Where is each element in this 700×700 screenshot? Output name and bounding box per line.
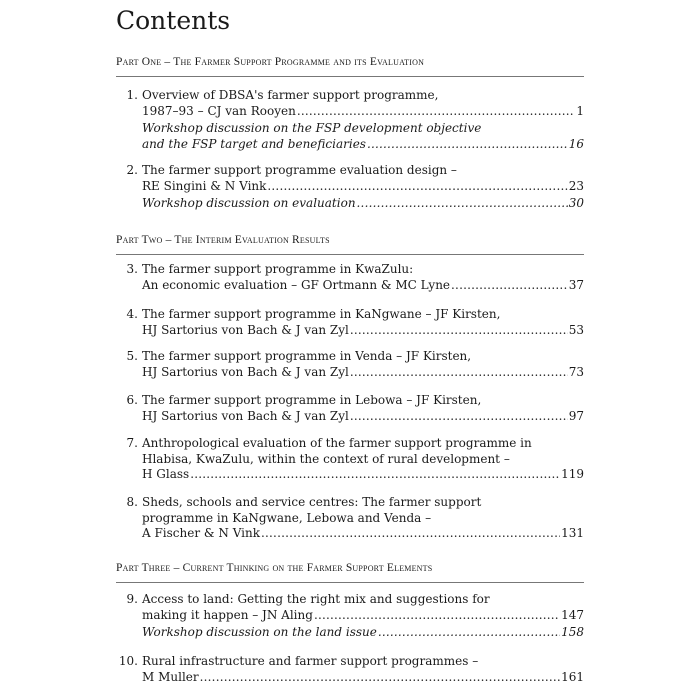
workshop-title-last: Workshop discussion on evaluation [142, 196, 356, 210]
entry-title-line: The farmer support programme in KaNgwane – JF Kirsten, [142, 307, 501, 321]
entry-author-line: An economic evaluation – GF Ortmann & MC Lyne [142, 277, 451, 292]
workshop-entry-land[interactable] [116, 625, 584, 641]
toc-entry-9[interactable] [116, 592, 584, 623]
entry-page-number: 161 [561, 669, 584, 684]
toc-entry-7[interactable] [116, 436, 584, 483]
toc-entry-2[interactable] [116, 163, 584, 194]
part-three-heading: Part Three – Current Thinking on the Farmer Support Elements [116, 562, 433, 574]
toc-entry-3[interactable] [116, 262, 584, 293]
entry-page-number: 97 [568, 408, 584, 423]
page-title: Contents [116, 6, 231, 35]
workshop-title-line: Workshop discussion on the FSP development objective [142, 121, 482, 135]
toc-entry-10[interactable] [116, 654, 584, 685]
toc-entry-8[interactable] [116, 495, 584, 542]
entry-title-line: programme in KaNgwane, Lebowa and Venda – [142, 510, 432, 525]
workshop-entry-fsp[interactable] [116, 121, 584, 152]
entry-title-line: Hlabisa, KwaZulu, within the context of rural development – [142, 451, 510, 466]
toc-entry-5[interactable] [116, 349, 584, 380]
entry-title-line: Sheds, schools and service centres: The farmer support [142, 495, 482, 509]
part-one-divider [116, 76, 584, 77]
leader-dots [378, 625, 560, 641]
leader-dots [350, 323, 568, 339]
workshop-entry-evaluation[interactable] [116, 196, 584, 212]
entry-number: 2. [126, 163, 138, 177]
entry-number: 1. [126, 88, 138, 102]
entry-number: 9. [126, 592, 138, 606]
workshop-title-last: Workshop discussion on the land issue [142, 625, 377, 639]
entry-page-number: 30 [568, 196, 584, 210]
leader-dots [190, 467, 560, 483]
entry-page-number: 73 [568, 364, 584, 379]
entry-author-line: HJ Sartorius von Bach & J van Zyl [142, 364, 349, 379]
entry-author-line: M Muller [142, 669, 199, 684]
entry-title-line: Access to land: Getting the right mix and suggestions for [142, 592, 490, 606]
workshop-title-last: and the FSP target and beneficiaries [142, 136, 366, 151]
entry-title-line: The farmer support programme in Lebowa – JF Kirsten, [142, 393, 482, 407]
part-two-heading: Part Two – The Interim Evaluation Results [116, 234, 330, 246]
entry-page-number: 147 [561, 607, 584, 622]
entry-author-line: making it happen – JN Aling [142, 607, 313, 622]
part-one-heading: Part One – The Farmer Support Programme and its Evaluation [116, 56, 425, 68]
leader-dots [314, 608, 560, 624]
entry-number: 5. [126, 349, 138, 363]
entry-page-number: 158 [561, 625, 584, 639]
leader-dots [350, 409, 568, 425]
leader-dots [367, 137, 568, 153]
entry-author-line: H Glass [142, 467, 190, 481]
entry-page-number: 16 [568, 136, 584, 151]
entry-number: 6. [126, 393, 138, 407]
part-three-divider [116, 582, 584, 583]
entry-author-line: 1987–93 – CJ van Rooyen [142, 103, 296, 118]
leader-dots [261, 526, 560, 542]
leader-dots [451, 278, 568, 294]
entry-page-number: 23 [568, 178, 584, 193]
entry-title-line: Overview of DBSA's farmer support programme, [142, 88, 439, 102]
entry-title-line: The farmer support programme in KwaZulu: [142, 262, 414, 276]
leader-dots [297, 104, 576, 120]
entry-title-line: The farmer support programme in Venda – JF Kirsten, [142, 349, 472, 363]
leader-dots [200, 670, 560, 686]
entry-page-number: 119 [561, 467, 584, 481]
toc-entry-6[interactable] [116, 393, 584, 424]
leader-dots [267, 179, 567, 195]
entry-author-line: HJ Sartorius von Bach & J van Zyl [142, 408, 349, 423]
entry-number: 3. [126, 262, 138, 276]
toc-entry-1[interactable] [116, 88, 584, 119]
part-two-divider [116, 254, 584, 255]
leader-dots [357, 196, 568, 212]
entry-page-number: 131 [561, 526, 584, 540]
entry-title-line: Rural infrastructure and farmer support programmes – [142, 654, 479, 668]
entry-page-number: 37 [568, 277, 584, 292]
entry-page-number: 53 [568, 322, 584, 337]
entry-number: 8. [126, 495, 138, 509]
entry-author-line: RE Singini & N Vink [142, 178, 267, 193]
leader-dots [350, 365, 568, 381]
entry-page-number: 1 [576, 103, 584, 118]
entry-title-line: Anthropological evaluation of the farmer support programme in [142, 436, 532, 450]
entry-author-line: A Fischer & N Vink [142, 526, 261, 540]
entry-author-line: HJ Sartorius von Bach & J van Zyl [142, 322, 349, 337]
entry-title-line: The farmer support programme evaluation design – [142, 163, 457, 177]
toc-entry-4[interactable] [116, 307, 584, 338]
entry-number: 4. [126, 307, 138, 321]
entry-number: 7. [126, 436, 138, 450]
entry-number: 10. [118, 654, 138, 668]
